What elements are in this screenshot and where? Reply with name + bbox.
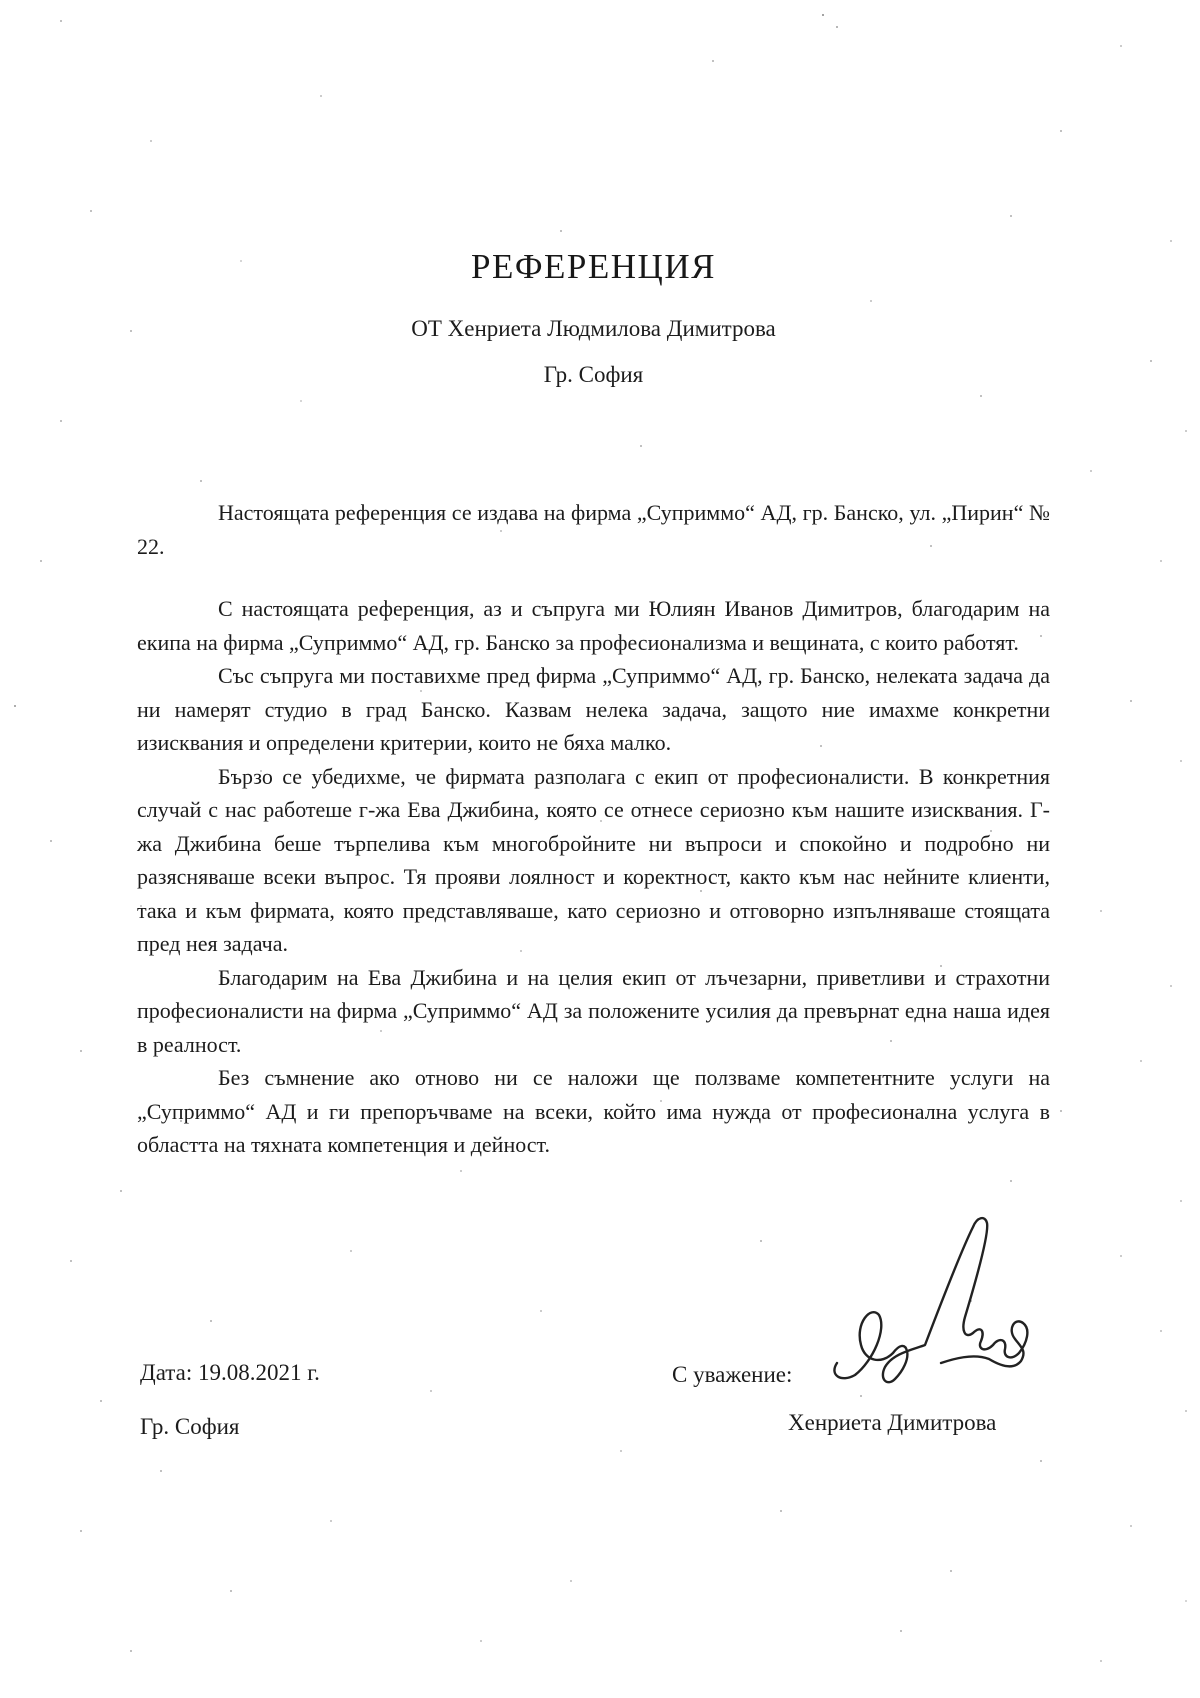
author-line: ОТ Хенриета Людмилова Димитрова — [411, 316, 776, 341]
document-title: РЕФЕРЕНЦИЯ — [471, 247, 716, 286]
body-paragraph: С настоящата референция, аз и съпруга ми Юлиян Иванов Димитров, благодарим на екипа на фирма „Суприммо“ АД, гр. Банско за професионализма и вещината, с които работят. — [137, 596, 1050, 655]
body-paragraph: Благодарим на Ева Джибина и на целия екип от лъчезарни, приветливи и страхотни професионалисти на фирма „Суприммо“ АД за положените усилия да превърнат една наша идея в реалност. — [137, 964, 1050, 1057]
city-line: Гр. София — [543, 362, 644, 387]
date-line: Дата: 19.08.2021 г. — [140, 1360, 320, 1385]
letter-body — [137, 496, 1050, 1162]
body-paragraph: Бързо се убедихме, че фирмата разполага с екип от професионалисти. В конкретния случай с нас работеше г-жа Ева Джибина, която се отнесе сериозно към нашите изисквания. Г-жа Джибина беше търпелива към многобройните ни въпроси и спокойно и подробно ни разясняваше всеки въпрос. Тя прояви лоялност и коректност, както към нас нейните клиенти, така и към фирмата, която представляваше, като сериозно и отговорно изпълняваше стоящата пред нея задача. — [137, 763, 1050, 956]
body-paragraph: Със съпруга ми поставихме пред фирма „Суприммо“ АД, гр. Банско, нелеката задача да ни намерят студио в град Банско. Казвам нелека задача, защото ние имахме конкретни изисквания и определени критерии, които не бяха малко. — [137, 663, 1050, 755]
body-paragraph: Настоящата референция се издава на фирма „Суприммо“ АД, гр. Банско, ул. „Пирин“ № 22. — [137, 500, 1050, 559]
place-line: Гр. София — [140, 1414, 240, 1439]
body-paragraph: Без съмнение ако отново ни се наложи ще ползваме компетентните услуги на „Суприммо“ АД и ги препоръчваме на всеки, който има нужда от професионална услуга в областта на тяхната компетенция и дейност. — [137, 1065, 1050, 1157]
closing-line: С уважение: — [672, 1362, 793, 1387]
signer-name: Хенриета Димитрова — [788, 1410, 997, 1435]
scan-noise — [0, 0, 2, 2]
handwritten-signature-icon — [823, 1213, 1043, 1391]
